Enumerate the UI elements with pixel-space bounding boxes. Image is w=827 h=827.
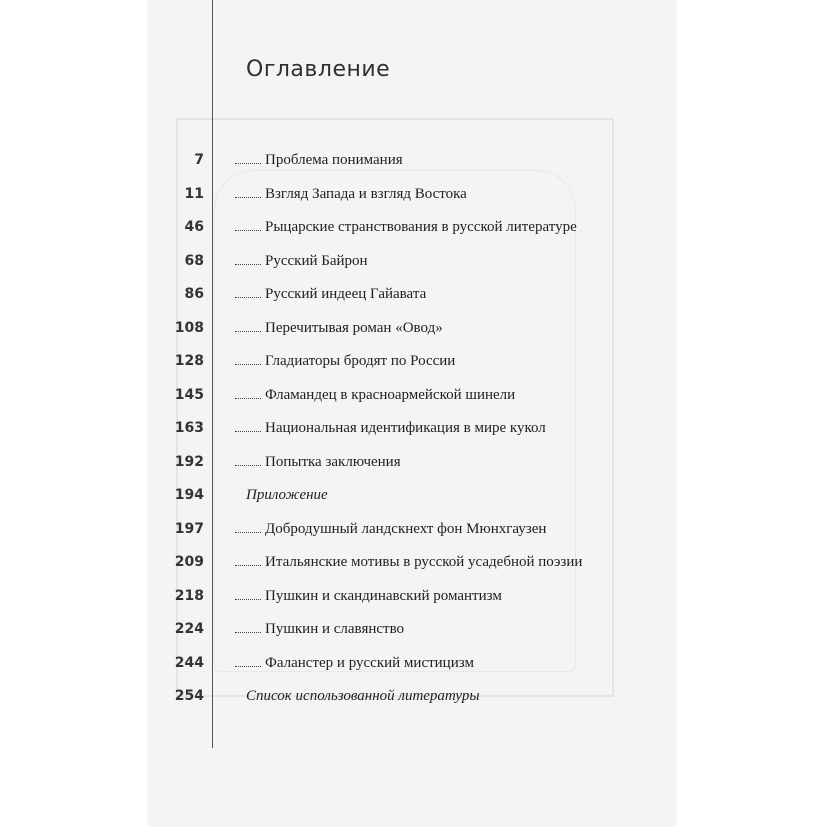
toc-leader-dots: [235, 666, 261, 667]
toc-page-number: 46: [184, 219, 204, 235]
toc-entry: [0, 416, 827, 440]
toc-entry: [0, 282, 827, 306]
toc-entry: [0, 584, 827, 608]
toc-leader-dots: [235, 599, 261, 600]
toc-entry: [0, 215, 827, 239]
toc-leader-dots: [235, 565, 261, 566]
toc-entry-title: Гладиаторы бродят по России: [265, 353, 456, 369]
toc-leader-dots: [235, 431, 261, 432]
toc-page-number: 163: [174, 420, 204, 436]
toc-leader-dots: [235, 230, 261, 231]
toc-entry-title: Попытка заключения: [265, 454, 401, 470]
toc-entry: [0, 550, 827, 574]
toc-page-number: 128: [174, 353, 204, 369]
toc-leader-dots: [235, 331, 261, 332]
toc-page-number: 218: [174, 588, 204, 604]
toc-leader-dots: [235, 398, 261, 399]
toc-leader-dots: [235, 264, 261, 265]
toc-entry-title: Проблема понимания: [265, 152, 403, 168]
toc-leader-dots: [235, 364, 261, 365]
toc-leader-dots: [235, 163, 261, 164]
toc-entry: [0, 383, 827, 407]
toc-entry-title: Пушкин и славянство: [265, 621, 405, 637]
toc-entry: [0, 483, 827, 507]
toc-page-number: 192: [174, 454, 204, 470]
toc-entry: [0, 651, 827, 675]
toc-entry-title: Добродушный ландскнехт фон Мюнхгаузен: [265, 521, 547, 537]
toc-leader-dots: [235, 465, 261, 466]
toc-entry-title: Список использованной литературы: [246, 688, 480, 704]
toc-page-number: 86: [184, 286, 204, 302]
toc-page-number: 244: [174, 655, 204, 671]
toc-leader-dots: [235, 632, 261, 633]
toc-page-number: 197: [174, 521, 204, 537]
toc-page-number: 7: [194, 152, 204, 168]
toc-entry-title: Взгляд Запада и взгляд Востока: [265, 186, 467, 202]
toc-entry-title: Пушкин и скандинавский романтизм: [265, 588, 502, 604]
toc-entry-title: Русский Байрон: [265, 253, 368, 269]
toc-entry-title: Рыцарские странствования в русской литературе: [265, 219, 577, 235]
toc-entry-title: Русский индеец Гайавата: [265, 286, 427, 302]
toc-entry-title: Итальянские мотивы в русской усадебной поэзии: [265, 554, 583, 570]
toc-leader-dots: [235, 297, 261, 298]
toc-entry: [0, 349, 827, 373]
toc-entry: [0, 684, 827, 708]
toc-page-number: 209: [174, 554, 204, 570]
toc-entry-title: Фаланстер и русский мистицизм: [265, 655, 474, 671]
toc-entry: [0, 617, 827, 641]
toc-page-number: 224: [174, 621, 204, 637]
toc-page-number: 68: [184, 253, 204, 269]
toc-leader-dots: [235, 532, 261, 533]
toc-page-number: 11: [184, 186, 204, 202]
toc-entry-title: Перечитывая роман «Овод»: [265, 320, 443, 336]
toc-entry-title: Приложение: [246, 487, 328, 503]
toc-entry: [0, 249, 827, 273]
toc-page-number: 108: [174, 320, 204, 336]
toc-title: Оглавление: [246, 57, 391, 82]
toc-entry: [0, 517, 827, 541]
toc-entry-title: Фламандец в красноармейской шинели: [265, 387, 516, 403]
toc-entry: [0, 316, 827, 340]
toc-entry: [0, 450, 827, 474]
toc-page-number: 194: [174, 487, 204, 503]
toc-page-number: 254: [174, 688, 204, 704]
toc-entry: [0, 182, 827, 206]
toc-entry: [0, 148, 827, 172]
toc-page-number: 145: [174, 387, 204, 403]
toc-leader-dots: [235, 197, 261, 198]
toc-entry-title: Национальная идентификация в мире кукол: [265, 420, 546, 436]
